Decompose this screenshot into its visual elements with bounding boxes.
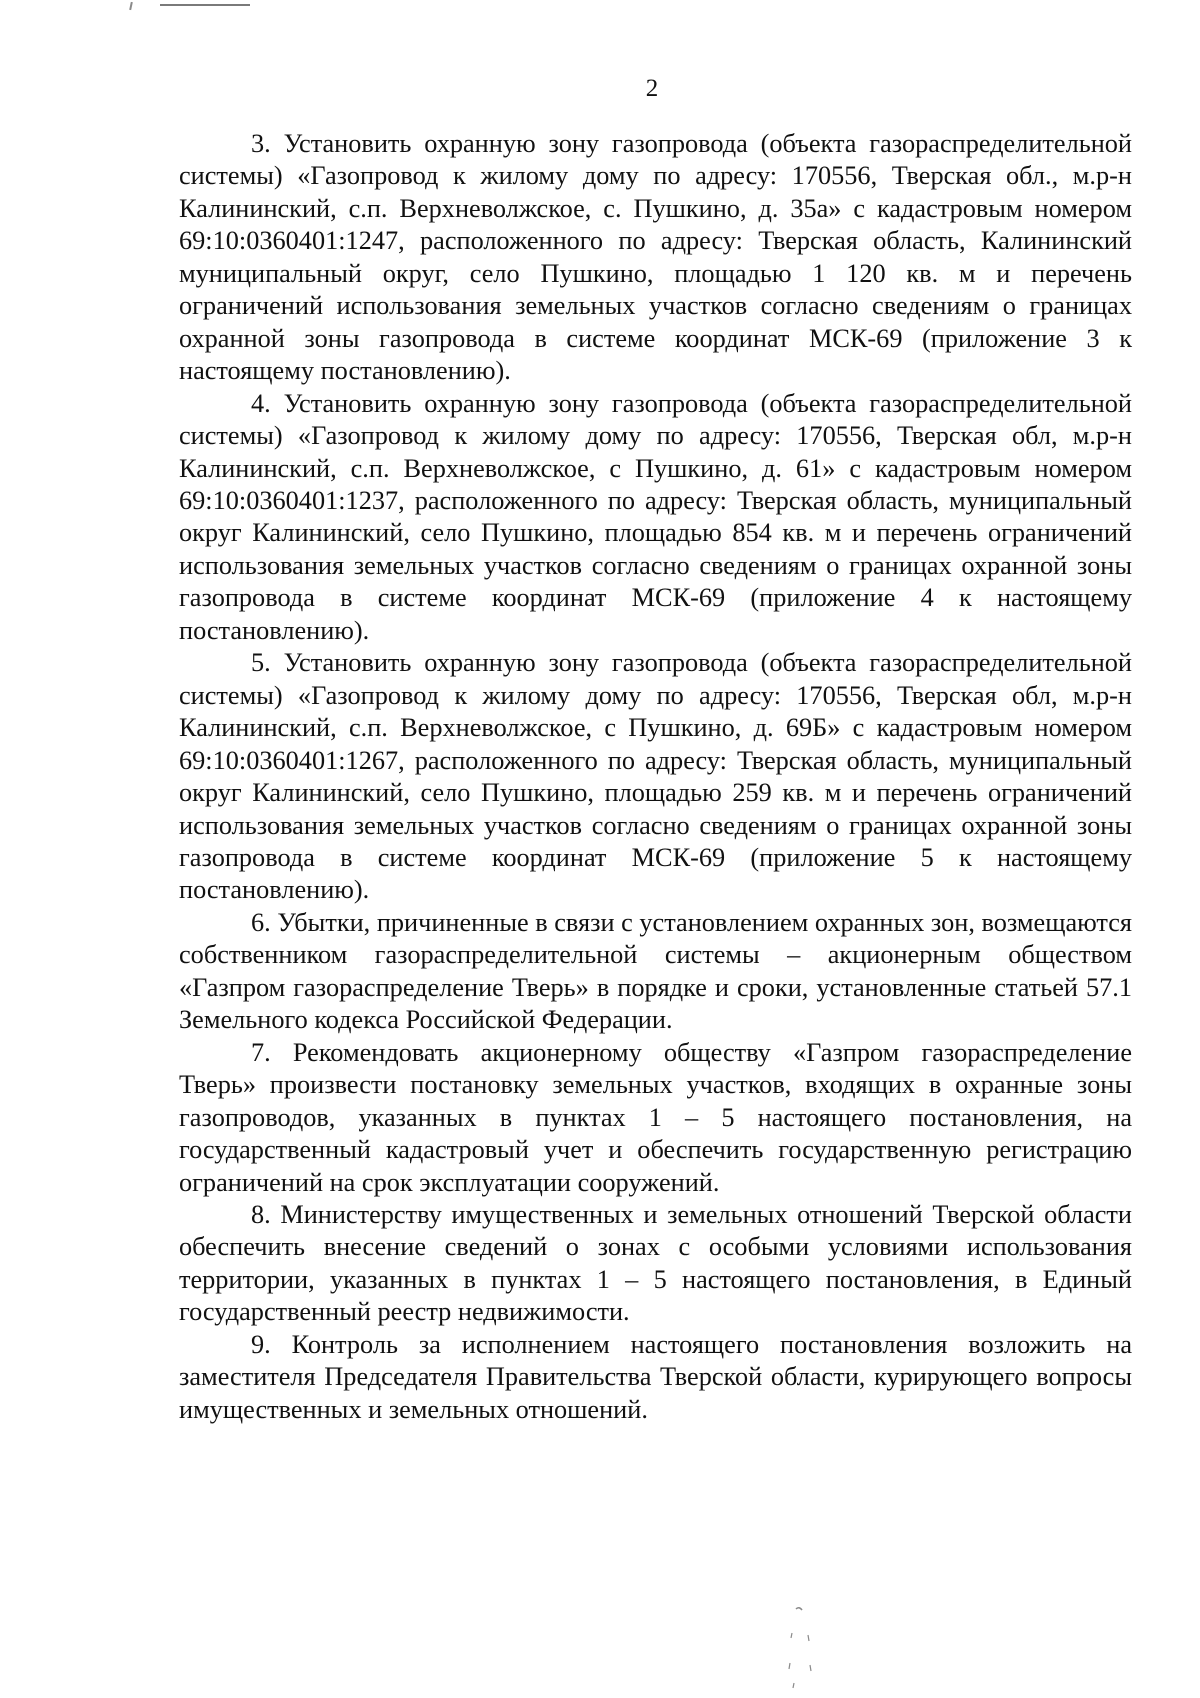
scan-artifact-line — [160, 4, 250, 6]
paragraph-4: 4. Установить охранную зону газопровода (объекта газораспределительной системы) «Газопровод к жилому дому по адресу: 170556, Тверская обл, м.р-н Калининский, с.п. Верхневолжское, с Пушкино, д. 61» с кадастровым номером 69:10:0360401:1237, расположенного по адресу: Тверская область, муниципальный округ Калининский, село Пушкино, площадью 854 кв. м и перечень ограничений использования земельных участков согласно сведениям о границах охранной зоны газопровода в системе координат МСК-69 (приложение 4 к настоящему постановлению). — [179, 388, 1132, 645]
scan-artifact-marks — [770, 1605, 830, 1690]
paragraph-7: 7. Рекомендовать акционерному обществу «Газпром газораспределение Тверь» произвести постановку земельных участков, входящих в охранные зоны газопроводов, указанных в пунктах 1 – 5 настоящего постановления, на государственный кадастровый учет и обеспечить государственную регистрацию ограничений на срок эксплуатации сооружений. — [179, 1037, 1132, 1197]
paragraph-5: 5. Установить охранную зону газопровода (объекта газораспределительной системы) «Газопровод к жилому дому по адресу: 170556, Тверская обл, м.р-н Калининский, с.п. Верхневолжское, с Пушкино, д. 69Б» с кадастровым номером 69:10:0360401:1267, расположенного по адресу: Тверская область, муниципальный округ Калининский, село Пушкино, площадью 259 кв. м и перечень ограничений использования земельных участков согласно сведениям о границах охранной зоны газопровода в системе координат МСК-69 (приложение 5 к настоящему постановлению). — [179, 648, 1132, 905]
document-body — [179, 128, 1132, 1426]
scan-artifact-tick — [129, 2, 133, 10]
paragraph-3: 3. Установить охранную зону газопровода (объекта газораспределительной системы) «Газопровод к жилому дому по адресу: 170556, Тверская обл., м.р-н Калининский, с.п. Верхневолжское, с. Пушкино, д. 35а» с кадастровым номером 69:10:0360401:1247, расположенного по адресу: Тверская область, Калининский муниципальный округ, село Пушкино, площадью 1 120 кв. м и перечень ограничений использования земельных участков согласно сведениям о границах охранной зоны газопровода в системе координат МСК-69 (приложение 3 к настоящему постановлению). — [179, 129, 1132, 386]
paragraph-8: 8. Министерству имущественных и земельных отношений Тверской области обеспечить внесение сведений о зонах с особыми условиями использования территории, указанных в пунктах 1 – 5 настоящего постановления, в Единый государственный реестр недвижимости. — [179, 1199, 1132, 1327]
paragraph-6: 6. Убытки, причиненные в связи с установлением охранных зон, возмещаются собственником газораспределительной системы – акционерным обществом «Газпром газораспределение Тверь» в порядке и сроки, установленные статьей 57.1 Земельного кодекса Российской Федерации. — [179, 907, 1132, 1035]
page-number: 2 — [645, 75, 659, 102]
paragraph-9: 9. Контроль за исполнением настоящего постановления возложить на заместителя Председателя Правительства Тверской области, курирующего вопросы имущественных и земельных отношений. — [179, 1329, 1132, 1424]
